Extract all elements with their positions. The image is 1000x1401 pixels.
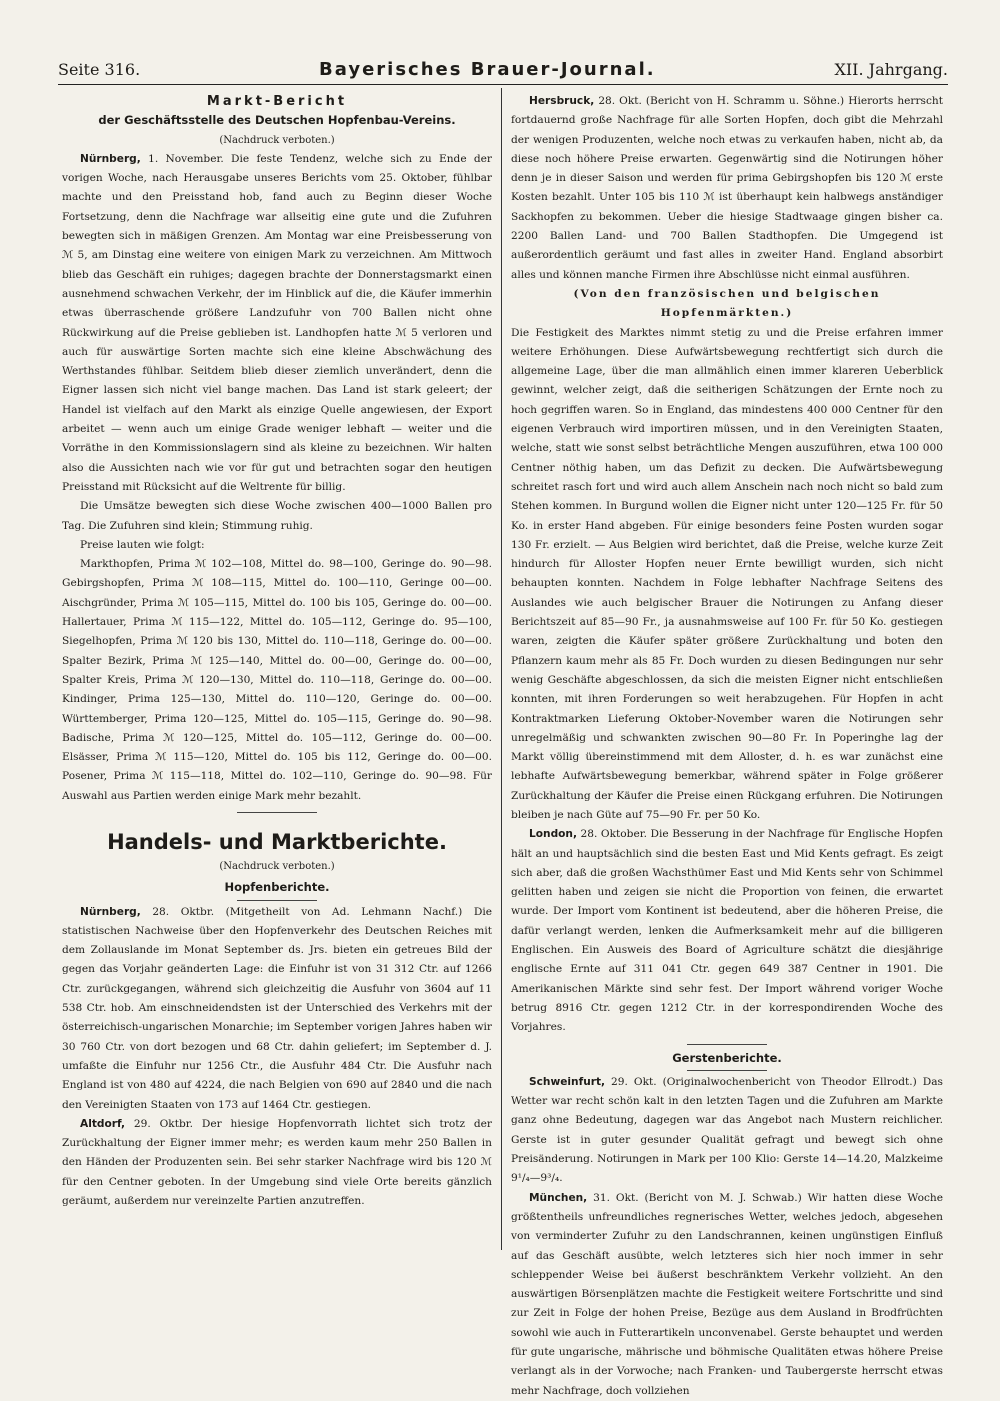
running-head xyxy=(58,54,948,84)
place-name: Altdorf, xyxy=(80,1117,126,1130)
separator xyxy=(687,1070,767,1071)
reprint-note: (Nachdruck verboten.) xyxy=(219,860,335,872)
french-belgian-report: Die Festigkeit des Marktes nimmt stetig zu und die Preise erfahren immer weitere Erhöhungen. Diese Aufwärtsbewegung rechtfertigt sich durch die allgemeine Lage, über die man allmählich einen immer klareren Ueberblick gewinnt, welcher zeigt, daß die seitherigen Schätzungen der Ernte noch zu hoch gegriffen waren. So in England, das mindestens 400 000 Centner für den eigenen Verbrauch wird importiren müssen, und in den Vereinigten Staaten, welche, statt wie sonst selbst beträchtliche Mengen auszuführen, etwa 100 000 Centner nöthig haben, um das Defizit zu decken. Die Aufwärtsbewegung schreitet rasch fort und wird auch allem Anschein nach noch nicht so bald zum Stehen kommen. In Burgund wollen die Eigner nicht unter 120—125 Fr. für 50 Ko. in erster Hand abgeben. Für einige besonders feine Posten wurden sogar 130 Fr. erzielt. — Aus Belgien wird berichtet, daß die Preise, welche kurze Zeit hindurch für Alloster Hopfen neuer Ernte bewilligt wurden, sich nicht behaupten konnten. Nachdem in Folge lebhafter Nachfrage Seitens des Auslandes wie auch belgischer Brauer die Notirungen zu Anfang dieser Berichtszeit auf 85—90 Fr., ja ausnahmsweise auf 100 Fr. für 50 Ko. gestiegen waren, zeigten die Käufer später größere Zurückhaltung und boten den Pflanzern kaum mehr als 85 Fr. Doch wurden zu diesen Bedingungen nur sehr wenig Geschäfte abgeschlossen, da sich die meisten Eigner nicht entschließen konnten, mit ihren Forderungen so weit herabzugehen. Für Hopfen in acht Kontraktmarken Lieferung Oktober-November waren die Notirungen sehr unregelmäßig und schwankten zwischen 90—80 Fr. In Poperinghe lag der Markt völlig übereinstimmend mit dem Alloster, d. h. es war zunächst eine lebhafte Aufwärtsbewegung bemerkbar, während später in Folge größerer Zurückhaltung der Käufer die Preise einen Rückgang erfuhren. Die Notirungen bleiben je nach Güte auf 75—90 Fr. per 50 Ko. xyxy=(511,326,943,821)
place-name: Hersbruck, xyxy=(529,95,595,107)
paragraph: Die Umsätze bewegten sich diese Woche zwischen 400—1000 Ballen pro Tag. Die Zufuhren sind klein; Stimmung ruhig. xyxy=(62,500,492,532)
reprint-note: (Nachdruck verboten.) xyxy=(219,134,335,146)
report-text: 28. Oktbr. (Mitgetheilt von Ad. Lehmann Nachf.) Die statistischen Nachweise über den Hopfenverkehr des Deutschen Reiches mit dem Zollauslande im Monat September ds. Jrs. bieten ein getreues Bild der gegen das Vorjahr geänderten Lage: die Einfuhr ist von 31 312 Ctr. auf 1266 Ctr. zurückgegangen, während sich gleichzeitig die Ausfuhr von 3604 auf 11 538 Ctr. hob. Am einschneidendsten ist der Unterschied des Verkehrs mit der österreichisch-ungarischen Monarchie; im September vorigen Jahres haben wir 30 760 Ctr. von dort bezogen und 68 Ctr. dahin geliefert; im September d. J. umfaßte die Einfuhr nur 1256 Ctr., die Ausfuhr 484 Ctr. Die Ausfuhr nach England ist von 480 auf 4224, die nach Belgien von 690 auf 2840 und die nach den Vereinigten Staaten von 173 auf 1464 Ctr. gestiegen. xyxy=(62,905,492,1111)
separator xyxy=(237,900,317,901)
report-text: 28. Oktober. Die Besserung in der Nachfrage für Englische Hopfen hält an und hauptsächlich sind die besten East und Mid Kents gefragt. Es zeigt sich aber, daß die großen Wachsthümer East und Mid Kents sehr von Schimmel gelitten haben und zeigen sie nicht die Proportion von feinen, die erwartet wurde. Der Import vom Kontinent ist bedeutend, aber die höheren Preise, die dafür verlangt werden, lenken die Aufmerksamkeit mehr auf die billigeren Englischen. Ein Ausweis des Board of Agriculture schätzt die diesjährige englische Ernte auf 311 041 Ctr. gegen 649 387 Centner in 1901. Die Amerikanischen Märkte sind sehr fest. Der Import während voriger Woche betrug 8916 Ctr. gegen 1212 Ctr. in der korrespondirenden Woche des Vorjahres. xyxy=(511,828,943,1034)
nuernberg-report xyxy=(62,150,492,497)
journal-title: Bayerisches Brauer-Journal. xyxy=(319,58,656,80)
hersbruck-report xyxy=(511,92,943,285)
market-report-subtitle: der Geschäftsstelle des Deutschen Hopfenbau-Vereins. xyxy=(98,113,456,128)
schweinfurt-report xyxy=(511,1073,943,1189)
report-text: 29. Okt. (Originalwochenbericht von Theodor Ellrodt.) Das Wetter war recht schön kalt in den letzten Tagen und die Zufuhren am Markte ganz ohne Bedeutung, dagegen war das Angebot nach Mustern reichlicher. Gerste ist in guter gesunder Qualität gefragt und bewegt sich ohne Preisänderung. Notirungen in Mark per 100 Klio: Gerste 14—14.20, Malzkeime 9¹/₄—9³/₄. xyxy=(511,1075,943,1185)
report-text: 29. Oktbr. Der hiesige Hopfenvorrath lichtet sich trotz der Zurückhaltung der Eigner immer mehr; es werden kaum mehr 250 Ballen in den Händen der Produzenten sein. Bei sehr starker Nachfrage wird bis 120 ℳ für den Centner geboten. In der Umgebung sind viele Orte bereits gänzlich geräumt, außerdem nur vereinzelte Partien anzutreffen. xyxy=(62,1117,492,1208)
price-list: Markthopfen, Prima ℳ 102—108, Mittel do. 98—100, Geringe do. 90—98. Gebirgshopfen, Prima ℳ 108—115, Mittel do. 100—110, Geringe 00—00. Aischgründer, Prima ℳ 105—115, Mittel do. 100 bis 105, Geringe do. 00—00. Hallertauer, Prima ℳ 115—122, Mittel do. 105—112, Geringe do. 95—100, Siegelhopfen, Prima ℳ 120 bis 130, Mittel do. 110—118, Geringe do. 00—00. Spalter Bezirk, Prima ℳ 125—140, Mittel do. 00—00, Geringe do. 00—00, Spalter Kreis, Prima ℳ 120—130, Mittel do. 110—118, Geringe do. 00—00. Kindinger, Prima 125—130, Mittel do. 110—120, Geringe do. 00—00. Württemberger, Prima 120—125, Mittel do. 105—115, Geringe do. 90—98. Badische, Prima ℳ 120—125, Mittel do. 105—112, Geringe do. 00—00. Elsässer, Prima ℳ 115—120, Mittel do. 105 bis 112, Geringe do. 00—00. Posener, Prima ℳ 115—118, Mittel do. 102—110, Geringe do. 90—98. Für Auswahl aus Partien werden einige Mark mehr bezahlt. xyxy=(62,558,492,802)
report-text: 31. Okt. (Bericht von M. J. Schwab.) Wir hatten diese Woche größtentheils unfreundliches regnerisches Wetter, welches jedoch, abgesehen von verminderter Zufuhr zu den Landschrannen, keinen ungünstigen Einfluß auf das Geschäft ausübte, welch letzteres sich hier noch immer in sehr schleppender Weise bei äußerst beschränktem Verkehr vollzieht. An den auswärtigen Börsenplätzen machte die Festigkeit weitere Fortschritte und sind zur Zeit in Folge der hohen Preise, Bezüge aus dem Ausland in Brodfrüchten sowohl wie auch in Futterartikeln unconvenabel. Gerste behauptet und werden für gute ungarische, mährische und böhmische Qualitäten etwas höhere Preise verlangt als in der Vorwoche; nach Franken- und Taubergerste herrscht etwas mehr Nachfrage, doch vollziehen xyxy=(511,1191,943,1397)
barley-reports-heading: Gerstenberichte. xyxy=(672,1050,782,1065)
muenchen-report xyxy=(511,1189,943,1401)
market-report-title: Markt-Bericht xyxy=(206,94,348,109)
page-number: Seite 316. xyxy=(58,59,141,79)
paragraph: Preise lauten wie folgt: xyxy=(80,538,205,551)
french-belgian-heading: (Von den französischen und belgischen Hopfenmärkten.) xyxy=(573,287,881,320)
place-name: München, xyxy=(529,1191,588,1204)
london-report xyxy=(511,825,943,1037)
volume-label: XII. Jahrgang. xyxy=(834,59,948,79)
place-name: London, xyxy=(529,828,577,841)
hop-reports-heading: Hopfenberichte. xyxy=(224,880,330,895)
altdorf-report xyxy=(62,1115,492,1211)
separator xyxy=(687,1044,767,1045)
separator xyxy=(237,812,317,813)
header-rule xyxy=(58,84,948,85)
nuernberg-hop-report xyxy=(62,903,492,1115)
right-column xyxy=(511,92,943,1401)
report-text: 28. Okt. (Bericht von H. Schramm u. Söhne.) Hierorts herrscht fortdauernd große Nachfrage für alle Sorten Hopfen, doch gibt die Mehrzahl der wenigen Produzenten, welche noch etwas zu verkaufen haben, nicht ab, da diese noch höhere Preise erwarten. Gegenwärtig sind die Notirungen höher denn je in dieser Saison und werden für prima Gebirgshopfen bis 120 ℳ erste Kosten bezahlt. Unter 105 bis 110 ℳ ist überhaupt kein halbwegs anständiger Sackhopfen zu bekommen. Ueber die hiesige Stadtwaage gingen bisher ca. 2200 Ballen Land- und 700 Ballen Stadthopfen. Die Umgegend ist außerordentlich geräumt und fast alles in zweiter Hand. England absorbirt alles und können manche Firmen ihre Abschlüsse nicht einmal ausführen. xyxy=(511,95,943,281)
place-name: Schweinfurt, xyxy=(529,1075,606,1088)
place-name: Nürnberg, xyxy=(80,152,141,165)
column-divider xyxy=(501,88,502,1250)
place-name: Nürnberg, xyxy=(80,905,141,918)
left-column xyxy=(62,92,492,1211)
section-title: Handels- und Marktberichte. xyxy=(107,829,447,854)
report-text: 1. November. Die feste Tendenz, welche sich zu Ende der vorigen Woche, nach Herausgabe unseres Berichts vom 25. Oktober, fühlbar machte und den Preisstand hob, fand auch zu Beginn dieser Woche Fortsetzung, denn die Nachfrage war allseitig eine gute und die Zufuhren bewegten sich in mäßigen Grenzen. Am Montag war eine Preisbesserung von ℳ 5, am Dinstag eine weitere von einigen Mark zu verzeichnen. Am Mittwoch blieb das Geschäft ein ruhiges; dagegen brachte der Donnerstagsmarkt einen ausnehmend schwachen Verkehr, der im Hinblick auf die, die Käufer immerhin etwas überraschende größere Landzufuhr von 700 Ballen nicht ohne Rückwirkung auf die Preise geblieben ist. Landhopfen hatte ℳ 5 verloren und auch für auswärtige Sorten machte sich eine kleine Abschwächung des Werthstandes fühlbar. Seitdem blieb dieser ziemlich unverändert, denn die Eigner lassen sich nicht viel bange machen. Das Land ist stark geleert; der Handel ist vielfach auf den Markt als einzige Quelle angewiesen, der Export arbeitet — wenn auch um einige Grade weniger lebhaft — weiter und die Vorräthe in den Kommissionslagern sind als kleine zu bezeichnen. Wir halten also die Aussichten nach wie vor für gut und betrachten sogar den heutigen Preisstand mit Rücksicht auf die Weltrente für billig. xyxy=(62,152,492,493)
